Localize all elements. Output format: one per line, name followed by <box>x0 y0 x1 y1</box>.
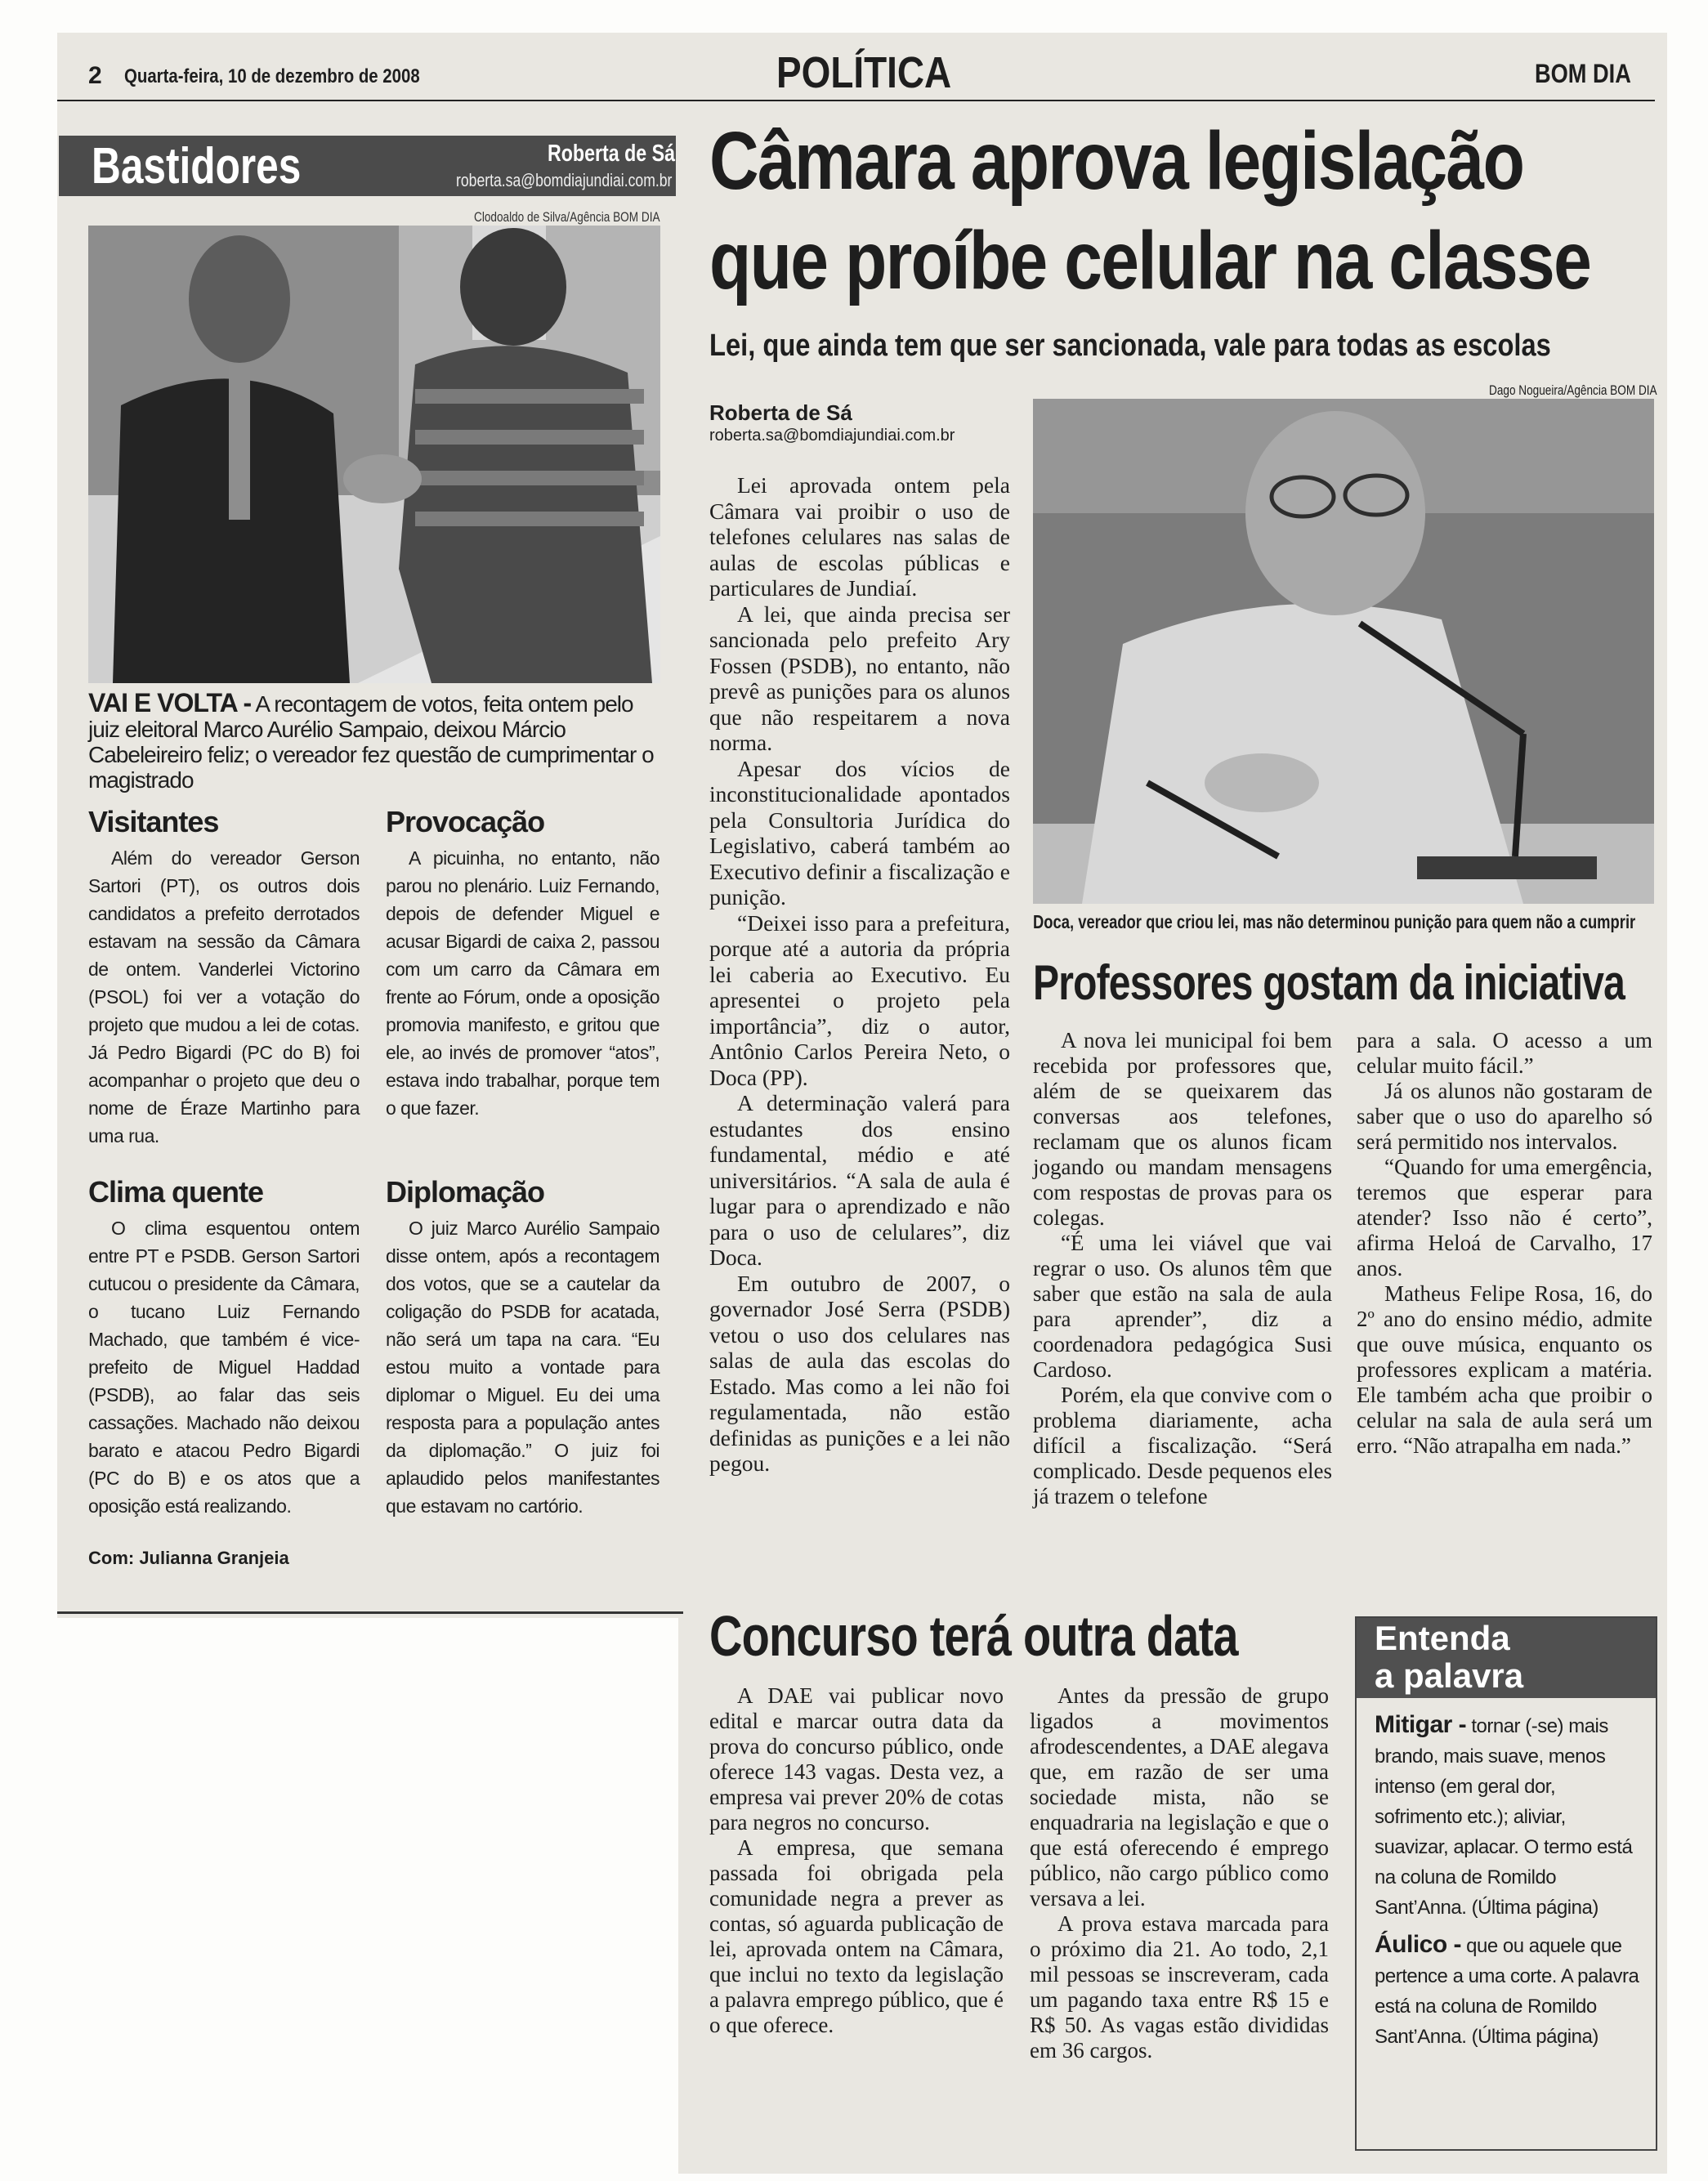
diplomacao-title: Diplomação <box>386 1175 545 1209</box>
bastidores-email: roberta.sa@bomdiajundiai.com.br <box>456 170 673 190</box>
concurso-col1 <box>709 1683 1004 2038</box>
entenda-term: Áulico - <box>1375 1931 1461 1958</box>
professores-paragraph: A nova lei municipal foi bem recebida por professores que, além de se queixarem das conversas aos telefones, reclamam que os alunos ficam jogando ou mandam mensagens com respostas de provas para os colegas. <box>1033 1028 1332 1230</box>
entenda-definition: tornar (-se) mais brando, mais suave, menos intenso (em geral dor, sofrimento etc.); aliviar, suavizar, aplacar. O termo está na coluna de Romildo Sant’Anna. (Última página) <box>1375 1715 1633 1919</box>
main-headline-line2: que proíbe celular na classe <box>709 215 1591 306</box>
page-date: Quarta-feira, 10 de dezembro de 2008 <box>124 65 420 87</box>
main-article-body <box>709 472 1010 1477</box>
entenda-definition: que ou aquele que pertence a uma corte. A palavra está na coluna de Romildo Sant’Anna. (Última página) <box>1375 1935 1639 2048</box>
professores-paragraph: para a sala. O acesso a um celular muito fácil.” <box>1357 1028 1652 1078</box>
doca-photo-image <box>1033 399 1654 904</box>
professores-paragraph: “Quando for uma emergência, teremos que esperar para atender? Isso não é certo”, afirma Heloá de Carvalho, 17 anos. <box>1357 1155 1652 1280</box>
visitantes-column <box>88 805 360 1150</box>
professores-col2 <box>1357 1028 1652 1459</box>
bastidores-bottom-rule <box>57 1611 683 1614</box>
clima-title: Clima quente <box>88 1175 264 1209</box>
section-title: POLÍTICA <box>776 48 952 97</box>
clima-column <box>88 1175 360 1520</box>
entenda-entry-mitigar <box>1375 1709 1641 1923</box>
main-paragraph: Lei aprovada ontem pela Câmara vai proibir o uso de telefones celulares nas salas de aulas de escolas públicas e particulares de Jundiaí. <box>709 472 1010 601</box>
bastidores-title: Bastidores <box>92 138 302 194</box>
visitantes-title: Visitantes <box>88 805 219 838</box>
provocacao-column <box>386 805 660 1122</box>
newspaper-name: BOM DIA <box>1535 59 1631 88</box>
main-paragraph: Em outubro de 2007, o governador José Serra (PSDB) vetou o uso dos celulares nas salas de aula das escolas do Estado. Mas como a lei não foi regulamentada, não estão definidas as punições e a lei não pegou. <box>709 1270 1010 1476</box>
handshake-photo-image <box>88 226 660 683</box>
main-paragraph: A determinação valerá para estudantes dos ensino fundamental, médio e até universitários. “A sala de aula é lugar para o aprendizado e não para o uso de celulares”, diz Doca. <box>709 1090 1010 1270</box>
bastidores-contributor: Com: Julianna Granjeia <box>88 1548 289 1568</box>
professores-paragraph: Matheus Felipe Rosa, 16, do 2º ano do ensino médio, admite que ouve música, enquanto os professores explicam a matéria. Ele também acha que proibir o celular na sala de aula será um erro. “Não atrapalha em nada.” <box>1357 1281 1652 1458</box>
diplomacao-column <box>386 1175 660 1520</box>
header-rule <box>57 100 1655 101</box>
professores-headline: Professores gostam da iniciativa <box>1033 955 1625 1010</box>
professores-col1 <box>1033 1028 1332 1509</box>
entenda-term: Mitigar - <box>1375 1711 1467 1738</box>
caption-text: A recontagem de votos, feita ontem pelo juiz eleitoral Marco Aurélio Sampaio, deixou Márcio Cabeleireiro feliz; o vereador fez questão de cumprimentar o magistrado <box>88 691 654 793</box>
main-paragraph: A lei, que ainda precisa ser sancionada pelo prefeito Ary Fossen (PSDB), no entanto, não prevê as punições para os alunos que não respeitarem a nova norma. <box>709 601 1010 755</box>
entenda-header <box>1357 1618 1656 1698</box>
clima-text: O clima esquentou ontem entre PT e PSDB. Gerson Sartori cutucou o presidente da Câmara, o tucano Luiz Fernando Machado, que também é vice-prefeito de Miguel Haddad (PSDB), ao falar das seis cassações. Machado não deixou barato e atacou Pedro Bigardi (PC do B) e os atos que a oposição está realizando. <box>88 1218 360 1517</box>
main-photo <box>1033 399 1654 904</box>
bastidores-caption <box>88 688 660 793</box>
caption-lead: VAI E VOLTA - <box>88 688 252 717</box>
entenda-title-line1: Entenda <box>1375 1619 1510 1657</box>
entenda-box <box>1355 1616 1657 2151</box>
concurso-paragraph: A empresa, que semana passada foi obrigada pela comunidade negra a prever as contas, só aguarda publicação de lei, aprovada ontem na Câmara, que inclui no texto da legislação a palavra emprego público, que é o que oferece. <box>709 1835 1004 2037</box>
provocacao-title: Provocação <box>386 805 545 838</box>
provocacao-text: A picuinha, no entanto, não parou no plenário. Luiz Fernando, depois de defender Miguel e acusar Bigardi de caixa 2, passou com um carro da Câmara em frente ao Fórum, onde a oposição promovia manifesto, e gritou que ele, ao invés de promover “atos”, estava indo trabalhar, porque tem o que fazer. <box>386 847 660 1119</box>
entenda-body <box>1357 1698 1656 2052</box>
bastidores-photo-credit: Clodoaldo de Silva/Agência BOM DIA <box>474 209 660 225</box>
main-paragraph: “Deixei isso para a prefeitura, porque até a autoria da própria lei caberia ao Executivo. Eu apresentei o projeto pela importância”, diz o autor, Antônio Carlos Pereira Neto, o Doca (PP). <box>709 909 1010 1090</box>
professores-paragraph: Porém, ela que convive com o problema diariamente, acha difícil a fiscalização. “Será complicado. Desde pequenos eles já trazem o telefone <box>1033 1383 1332 1508</box>
main-byline: Roberta de Sá <box>709 400 852 425</box>
concurso-headline: Concurso terá outra data <box>709 1604 1238 1668</box>
page-number: 2 <box>88 62 102 89</box>
visitantes-text: Além do vereador Gerson Sartori (PT), os outros dois candidatos a prefeito derrotados estavam na sessão da Câmara de ontem. Vanderlei Victorino (PSOL) foi ver a votação do projeto que mudou a lei de cotas. Já Pedro Bigardi (PC do B) foi acompanhar o projeto que deu o nome de Éraze Martinho para uma rua. <box>88 847 360 1146</box>
professores-paragraph: “É uma lei viável que vai regrar o uso. Os alunos têm que saber que estão na sala de aula para aprender”, diz a coordenadora pedagógica Susi Cardoso. <box>1033 1231 1332 1382</box>
concurso-paragraph: A DAE vai publicar novo edital e marcar outra data da prova do concurso público, onde oferece 143 vagas. Desta vez, a empresa vai prever 20% de cotas para negros no concurso. <box>709 1683 1004 1835</box>
main-photo-caption: Doca, vereador que criou lei, mas não determinou punição para quem não a cumprir <box>1033 911 1636 932</box>
entenda-title-line2: a palavra <box>1375 1656 1524 1695</box>
concurso-paragraph: Antes da pressão de grupo ligados a movimentos afrodescendentes, a DAE alegava que, em razão de ser uma sociedade mista, não se enquadraria na legislação e que o que está oferecendo é emprego público, não cargo público como versava a lei. <box>1030 1683 1329 1911</box>
main-photo-credit: Dago Nogueira/Agência BOM DIA <box>1489 382 1657 398</box>
main-paragraph: Apesar dos vícios de inconstitucionalidade apontados pela Consultoria Jurídica do Legislativo, caberá também ao Executivo definir a fiscalização e punição. <box>709 755 1010 909</box>
entenda-entry-aulico <box>1375 1929 1641 2052</box>
professores-paragraph: Já os alunos não gostaram de saber que o uso do aparelho só será permitido nos intervalos. <box>1357 1079 1652 1154</box>
diplomacao-text: O juiz Marco Aurélio Sampaio disse ontem, após a recontagem dos votos, que se a cautelar da coligação do PSDB for acatada, não será um tapa na cara. “Eu estou muito a vontade para diplomar o Miguel. Eu dei uma resposta para a população antes da diplomação.” O juiz foi aplaudido pelos manifestantes que estavam no cartório. <box>386 1218 660 1517</box>
concurso-col2 <box>1030 1683 1329 2063</box>
bastidores-author: Roberta de Sá <box>548 141 675 167</box>
concurso-paragraph: A prova estava marcada para o próximo dia 21. Ao todo, 2,1 mil pessoas se inscreveram, cada um pagando taxa entre R$ 15 e R$ 50. As vagas estão divididas em 36 cargos. <box>1030 1911 1329 2063</box>
main-subhead: Lei, que ainda tem que ser sancionada, vale para todas as escolas <box>709 328 1551 363</box>
bastidores-photo <box>88 226 660 683</box>
main-headline-line1: Câmara aprova legislação <box>709 115 1524 207</box>
main-byline-email: roberta.sa@bomdiajundiai.com.br <box>709 427 955 445</box>
